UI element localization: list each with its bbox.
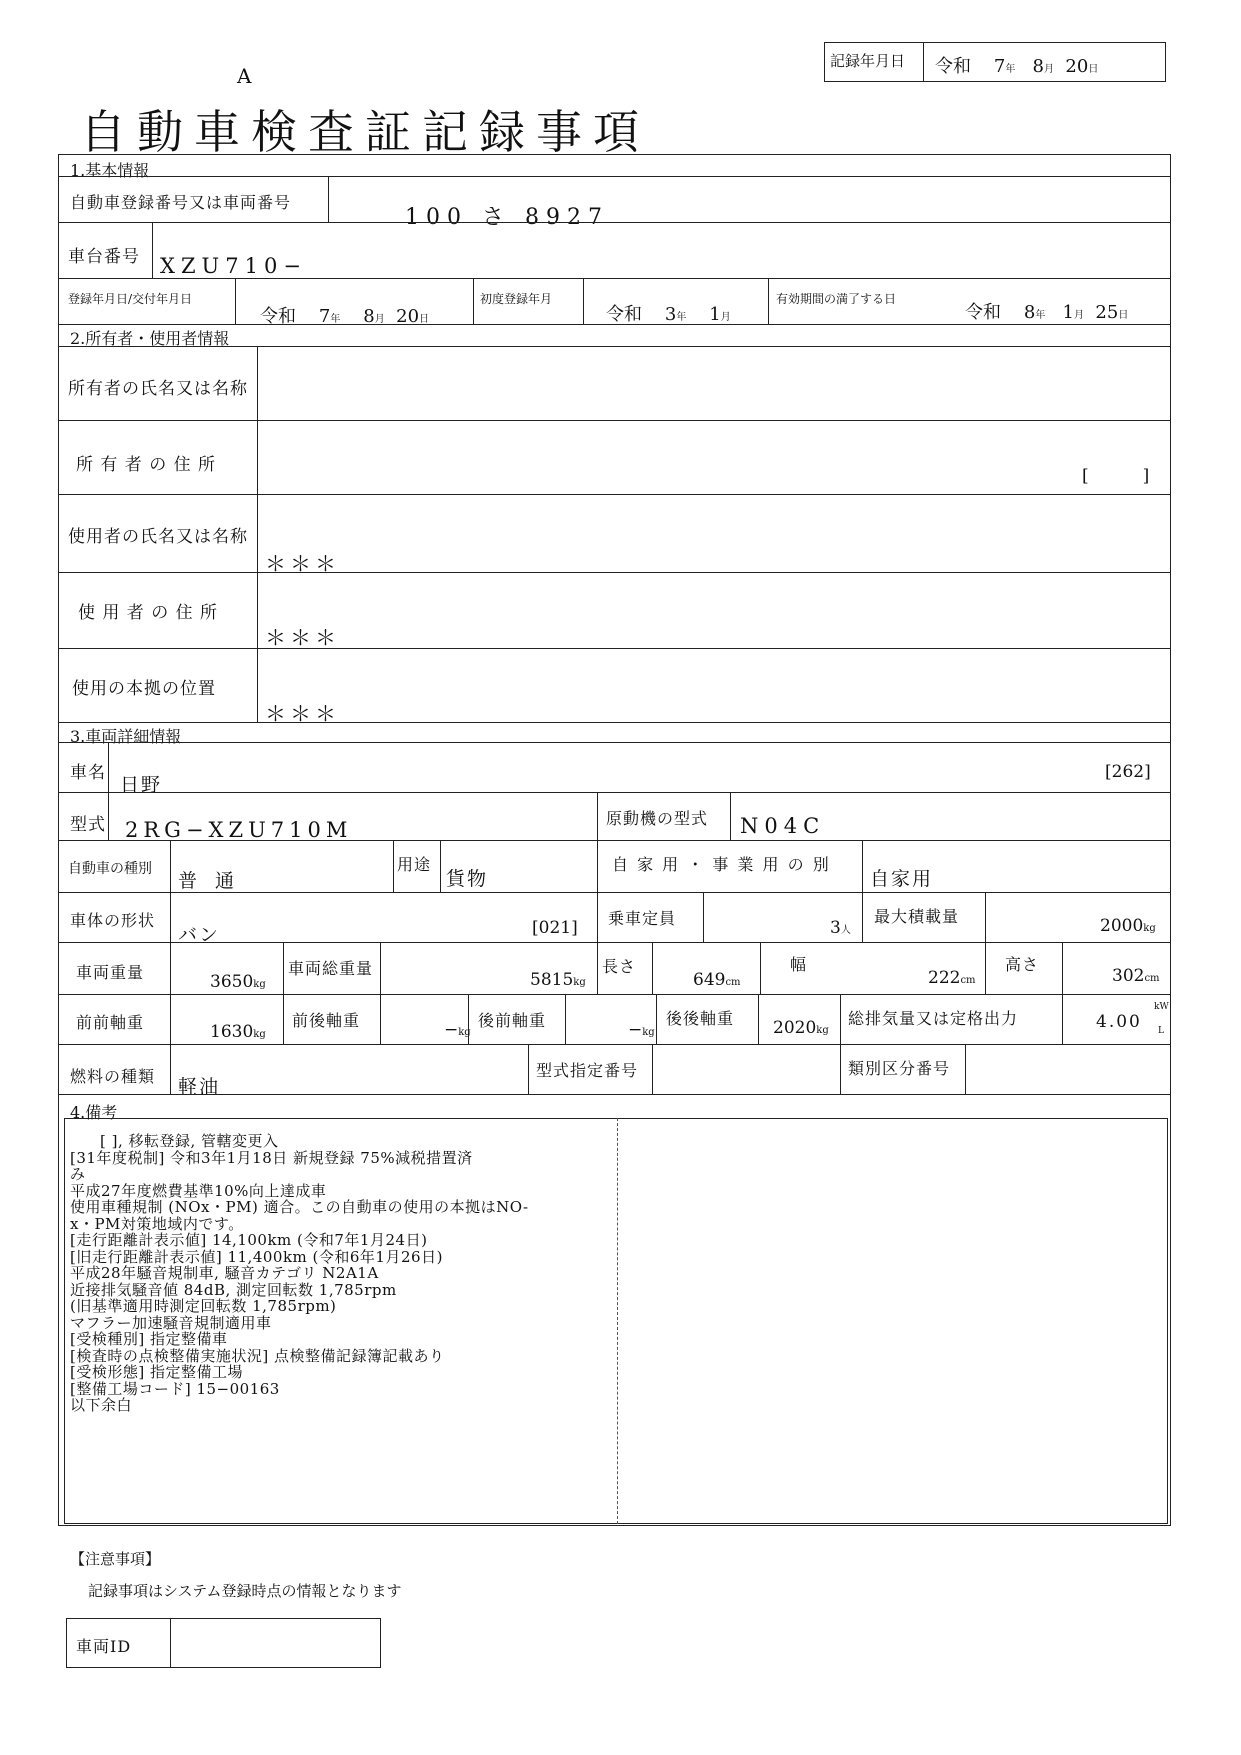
regdate-value: 令和 7年 8月 20日 bbox=[260, 306, 430, 327]
width-label: 幅 bbox=[790, 955, 808, 974]
record-date-label: 記録年月日 bbox=[830, 52, 906, 70]
private-value: 自家用 bbox=[870, 868, 934, 890]
type-number-label: 型式指定番号 bbox=[536, 1061, 639, 1080]
remark-line: 平成27年度燃費基準10%向上達成車 bbox=[70, 1181, 327, 1200]
length-label: 長さ bbox=[602, 957, 637, 976]
car-name-code: [262] bbox=[1105, 762, 1151, 782]
owner-name-label: 所有者の氏名又は名称 bbox=[68, 379, 248, 399]
engine-value: N04C bbox=[740, 814, 826, 838]
remark-line: x・PM対策地域内です。 bbox=[70, 1214, 244, 1233]
remarks-divider bbox=[617, 1118, 618, 1524]
remark-line: マフラー加速騒音規制適用車 bbox=[70, 1313, 272, 1332]
fuel-value: 軽油 bbox=[178, 1076, 221, 1098]
weight-label: 車両重量 bbox=[76, 963, 145, 982]
rf-axle-value: −kg bbox=[628, 1020, 655, 1040]
displacement-unit-top: kW bbox=[1154, 1002, 1169, 1012]
use-value: 貨物 bbox=[446, 868, 489, 890]
user-name-value: ＊＊＊ bbox=[265, 552, 340, 576]
remark-line: 近接排気騒音値 84dB, 測定回転数 1,785rpm bbox=[70, 1280, 397, 1299]
remark-line: み bbox=[70, 1165, 86, 1183]
reg-number-label: 自動車登録番号又は車両番号 bbox=[70, 193, 292, 212]
ff-axle-value: 1630kg bbox=[210, 1022, 266, 1042]
rr-axle-value: 2020kg bbox=[773, 1018, 829, 1038]
rf-axle-label: 後前軸重 bbox=[478, 1011, 547, 1030]
model-label: 型式 bbox=[70, 815, 106, 835]
owner-address-bracket: [ ] bbox=[1082, 466, 1150, 486]
body-label: 車体の形状 bbox=[70, 911, 156, 930]
height-value: 302cm bbox=[1112, 966, 1160, 986]
remark-line: [受検種別] 指定整備車 bbox=[70, 1330, 228, 1348]
class-number-label: 類別区分番号 bbox=[848, 1059, 951, 1078]
user-address-label: 使 用 者 の 住 所 bbox=[78, 603, 219, 623]
firstreg-value: 令和 3年 1月 bbox=[606, 304, 731, 325]
regdate-label: 登録年月日/交付年月日 bbox=[68, 292, 193, 306]
remark-line: 平成28年騒音規制車, 騒音カテゴリ N2A1A bbox=[70, 1264, 379, 1282]
model-value: 2RG−XZU710M bbox=[125, 818, 353, 842]
engine-label: 原動機の型式 bbox=[606, 809, 709, 828]
height-label: 高さ bbox=[1005, 955, 1040, 974]
car-name-label: 車名 bbox=[70, 763, 106, 783]
document-title: 自動車検査証記録事項 bbox=[80, 105, 650, 159]
section-owner-title: 2.所有者・使用者情報 bbox=[70, 329, 230, 348]
displacement-unit: L bbox=[1158, 1026, 1164, 1036]
car-name-value: 日野 bbox=[120, 774, 163, 796]
remark-line: (旧基準適用時測定回転数 1,785rpm) bbox=[70, 1297, 337, 1315]
use-label: 用途 bbox=[397, 855, 432, 874]
remark-line: [検査時の点検整備実施状況] 点検整備記録簿記載あり bbox=[70, 1346, 445, 1365]
capacity-value: 3人 bbox=[830, 918, 851, 938]
remark-line: 使用車種規制 (NOx・PM) 適合。この自動車の使用の本拠はNO- bbox=[70, 1198, 529, 1216]
form-mark: A bbox=[237, 64, 252, 88]
gross-weight-value: 5815kg bbox=[530, 970, 586, 990]
chassis-value: XZU710− bbox=[160, 254, 307, 278]
chassis-label: 車台番号 bbox=[68, 247, 140, 267]
user-name-label: 使用者の氏名又は名称 bbox=[68, 527, 248, 547]
remark-line: [31年度税制] 令和3年1月18日 新規登録 75%減税措置済 bbox=[70, 1148, 473, 1167]
section-basic-title: 1.基本情報 bbox=[70, 161, 150, 180]
remark-line: [受検形態] 指定整備工場 bbox=[70, 1363, 243, 1381]
firstreg-label: 初度登録年月 bbox=[480, 292, 553, 306]
section-remarks-title: 4.備考 bbox=[70, 1103, 118, 1122]
remark-line: [整備工場コード] 15−00163 bbox=[70, 1379, 280, 1398]
width-value: 222cm bbox=[928, 968, 976, 988]
notice-title: 【注意事項】 bbox=[70, 1550, 161, 1568]
fr-axle-label: 前後軸重 bbox=[292, 1011, 361, 1030]
vehicle-id-label: 車両ID bbox=[76, 1637, 132, 1656]
kind-label: 自動車の種別 bbox=[68, 861, 152, 877]
reg-number-value: 100 さ 8927 bbox=[405, 205, 609, 230]
user-address-value: ＊＊＊ bbox=[265, 626, 340, 650]
displacement-label: 総排気量又は定格出力 bbox=[848, 1009, 1019, 1028]
ff-axle-label: 前前軸重 bbox=[76, 1013, 145, 1032]
notice-text: 記録事項はシステム登録時点の情報となります bbox=[88, 1582, 402, 1600]
body-value: バン bbox=[178, 924, 221, 946]
base-location-value: ＊＊＊ bbox=[265, 702, 340, 726]
fr-axle-value: −kg bbox=[444, 1020, 471, 1040]
capacity-label: 乗車定員 bbox=[608, 909, 677, 928]
kind-value: 普 通 bbox=[178, 870, 241, 892]
expiry-value: 令和 8年 1月 25日 bbox=[965, 302, 1129, 323]
private-label: 自 家 用 ・ 事 業 用 の 別 bbox=[612, 855, 831, 874]
remark-line: [ ], 移転登録, 管轄変更入 bbox=[100, 1132, 279, 1150]
displacement-value: 4.00 bbox=[1096, 1012, 1142, 1032]
fuel-label: 燃料の種類 bbox=[70, 1067, 156, 1086]
maxload-label: 最大積載量 bbox=[874, 907, 960, 926]
section-vehicle-title: 3.車両詳細情報 bbox=[70, 727, 182, 746]
remark-line: 以下余白 bbox=[70, 1396, 133, 1414]
owner-address-label: 所 有 者 の 住 所 bbox=[76, 455, 217, 475]
weight-value: 3650kg bbox=[210, 972, 266, 992]
expiry-label: 有効期間の満了する日 bbox=[776, 292, 897, 306]
maxload-value: 2000kg bbox=[1100, 916, 1156, 936]
length-value: 649cm bbox=[693, 970, 741, 990]
rr-axle-label: 後後軸重 bbox=[666, 1009, 735, 1028]
body-code: [021] bbox=[532, 918, 578, 938]
gross-weight-label: 車両総重量 bbox=[288, 959, 374, 978]
remark-line: [走行距離計表示値] 14,100km (令和7年1月24日) bbox=[70, 1231, 428, 1249]
remark-line: [旧走行距離計表示値] 11,400km (令和6年1月26日) bbox=[70, 1247, 443, 1266]
record-date-value: 令和 7年 8月 20日 bbox=[935, 56, 1099, 77]
remarks-text bbox=[70, 1133, 529, 1414]
base-location-label: 使用の本拠の位置 bbox=[72, 679, 216, 699]
